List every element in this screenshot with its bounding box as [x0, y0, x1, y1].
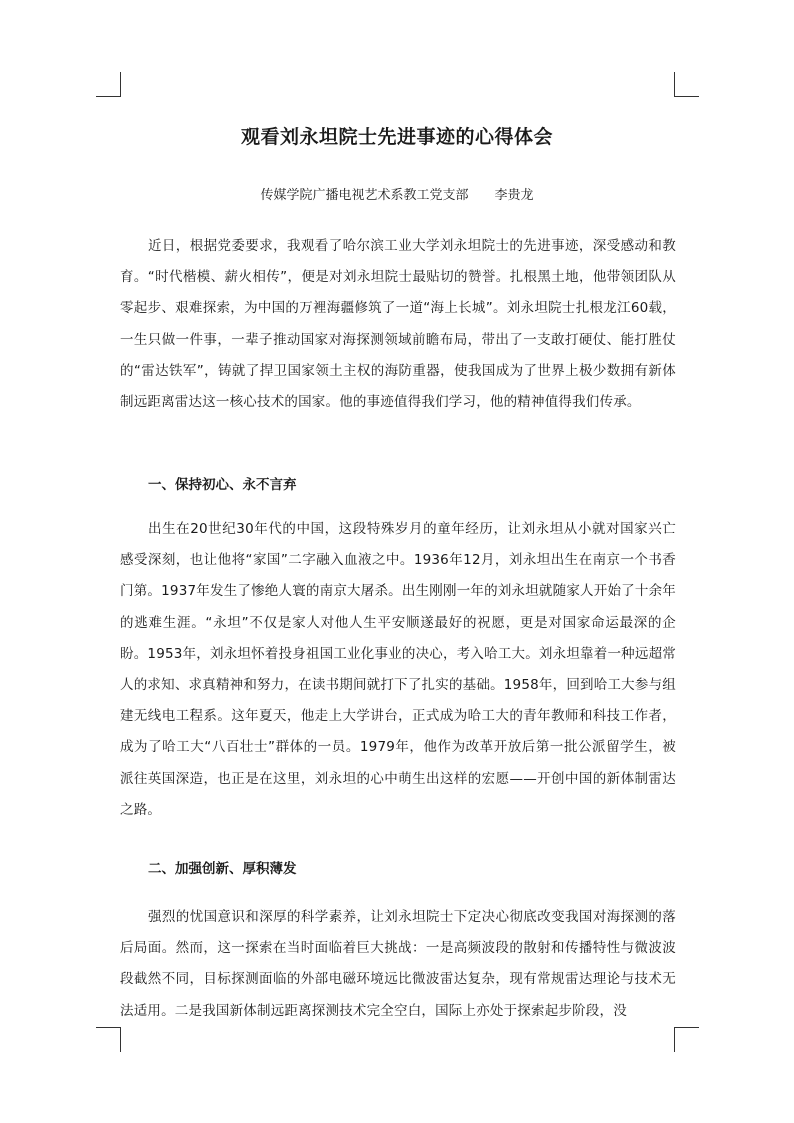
crop-mark-bottom-right [674, 1027, 699, 1052]
crop-mark-bottom-left [96, 1027, 121, 1052]
page-title: 观看刘永坦院士先进事迹的心得体会 [240, 126, 553, 148]
intro-paragraph: 近日，根据党委要求，我观看了哈尔滨工业大学刘永坦院士的先进事迹，深受感动和教育。“时代楷模、薪火相传”，便是对刘永坦院士最贴切的赞誉。扎根黑土地，他带领团队从零起步、艰难探索，为中国的万裡海疆修筑了一道“海上长城”。刘永坦院士扎根龙江60载，一生只做一件事，一辈子推动国家对海探测领域前瞻布局，带出了一支敢打硬仗、能打胜仗的“雷达铁军”，铸就了捍卫国家领土主权的海防重器，使我国成为了世界上极少数拥有新体制远距离雷达这一核心技术的国家。他的事迹值得我们学习，他的精神值得我们传承。 [120, 238, 676, 411]
section-2-paragraph: 强烈的忧国意识和深厚的科学素养，让刘永坦院士下定决心彻底改变我国对海探测的落后局面。然而，这一探索在当时面临着巨大挑战：一是高频波段的散射和传播特性与微波波段截然不同，目标探测面临的外部电磁环境远比微波雷达复杂，现有常规雷达理论与技术无法适用。二是我国新体制远距离探测技术完全空白，国际上亦处于探索起步阶段，没 [120, 909, 676, 1019]
section-heading-2: 二、加强创新、厚积薄发 [148, 861, 297, 877]
section-heading-1: 一、保持初心、永不言弃 [148, 477, 297, 493]
crop-mark-top-right [674, 72, 699, 97]
byline [0, 184, 794, 203]
byline-department: 传媒学院广播电视艺术系教工党支部 [260, 188, 469, 203]
crop-mark-top-left [96, 72, 121, 97]
section-1-paragraph: 出生在20世纪30年代的中国，这段特殊岁月的童年经历，让刘永坦从小就对国家兴亡感受深刻，也让他将“家国”二字融入血液之中。1936年12月，刘永坦出生在南京一个书香门第。1937年发生了惨绝人寰的南京大屠杀。出生刚刚一年的刘永坦就随家人开始了十余年的逃难生涯。“永坦”不仅是家人对他人生平安顺遂最好的祝愿，更是对国家命运最深的企盼。1953年，刘永坦怀着投身祖国工业化事业的决心，考入哈工大。刘永坦靠着一种远超常人的求知、求真精神和努力，在读书期间就打下了扎实的基础。1958年，回到哈工大参与组建无线电工程系。这年夏天，他走上大学讲台，正式成为哈工大的青年教师和科技工作者，成为了哈工大“八百壮士”群体的一员。1979年，他作为改革开放后第一批公派留学生，被派往英国深造，也正是在这里，刘永坦的心中萌生出这样的宏愿——开创中国的新体制雷达之路。 [120, 521, 676, 818]
byline-author: 李贵龙 [494, 188, 534, 203]
